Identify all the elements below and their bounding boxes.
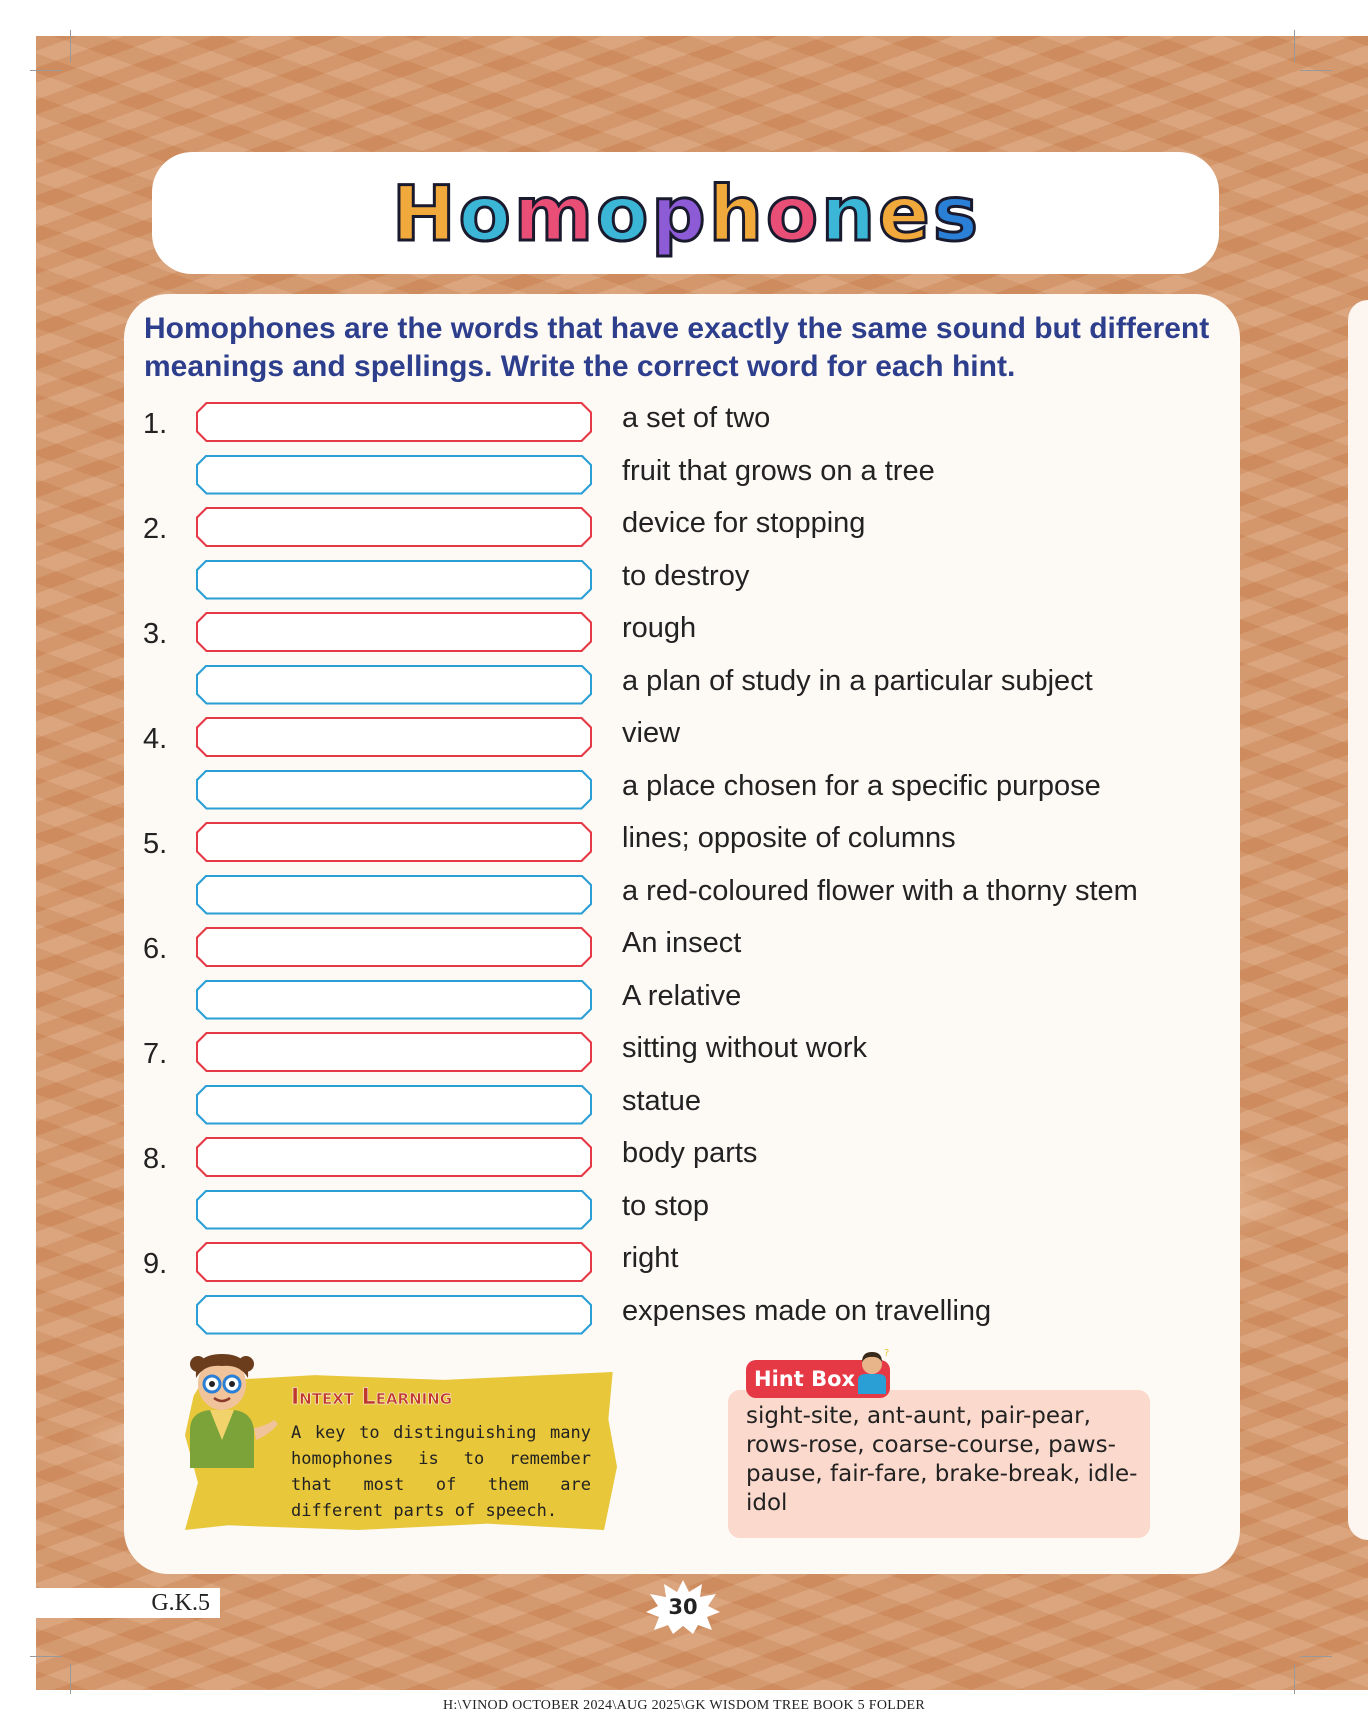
hint-text: right	[622, 1242, 679, 1274]
answer-input-field[interactable]	[198, 1034, 590, 1070]
answer-input[interactable]	[196, 927, 592, 967]
answer-input[interactable]	[196, 1242, 592, 1282]
file-path: H:\VINOD OCTOBER 2024\AUG 2025\GK WISDOM TREE BOOK 5 FOLDER	[442, 1698, 926, 1713]
crop-mark	[1300, 70, 1332, 71]
hint-text: rough	[622, 612, 697, 644]
answer-input[interactable]	[196, 1190, 592, 1230]
answer-input[interactable]	[196, 875, 592, 915]
answer-input[interactable]	[196, 717, 592, 757]
hint-text: a place chosen for a specific purpose	[622, 769, 1101, 802]
hint-text: to destroy	[622, 559, 750, 592]
crop-mark	[1300, 1656, 1332, 1657]
answer-input[interactable]	[196, 770, 592, 810]
answer-input-field[interactable]	[198, 1297, 590, 1333]
answer-input[interactable]	[196, 612, 592, 652]
answer-input-field[interactable]	[198, 614, 590, 650]
hint-box-label: Hint Box	[746, 1360, 890, 1398]
hint-text: body parts	[622, 1137, 758, 1169]
intext-learning-title: Intext Learning	[291, 1385, 453, 1410]
question-number: 4.	[143, 723, 168, 755]
title-letter: o	[596, 168, 650, 258]
title-letter: H	[392, 168, 457, 258]
hint-text: fruit that grows on a tree	[622, 454, 935, 487]
answer-input[interactable]	[196, 507, 592, 547]
answer-input[interactable]	[196, 822, 592, 862]
hint-text: a set of two	[622, 402, 771, 434]
question-number: 5.	[143, 828, 168, 860]
question-number: 6.	[143, 933, 168, 965]
crop-mark	[1294, 30, 1295, 62]
answer-input-field[interactable]	[198, 929, 590, 965]
hint-box-words: sight-site, ant-aunt, pair-pear, rows-rose, coarse-course, paws-pause, fair-fare, brake-break, idle-idol	[746, 1403, 1138, 1516]
crop-mark	[70, 30, 71, 62]
instructions: Homophones are the words that have exactly the same sound but different meanings and spellings. Write the correct word for each hint.	[144, 312, 1210, 383]
answer-input-field[interactable]	[198, 1139, 590, 1175]
crop-mark	[30, 70, 62, 71]
crop-mark	[70, 1664, 71, 1694]
answer-input[interactable]	[196, 665, 592, 705]
answer-input-field[interactable]	[198, 404, 590, 440]
hint-text: expenses made on travelling	[622, 1294, 992, 1327]
hint-text: a plan of study in a particular subject	[622, 664, 1093, 697]
title-letter: h	[708, 168, 764, 258]
crop-mark	[1294, 1664, 1295, 1694]
answer-input[interactable]	[196, 1032, 592, 1072]
answer-input-field[interactable]	[198, 562, 590, 598]
answer-input-field[interactable]	[198, 877, 590, 913]
boy-character-icon	[170, 1350, 280, 1470]
title-letter: n	[821, 168, 877, 258]
answer-input[interactable]	[196, 560, 592, 600]
answer-input-field[interactable]	[198, 719, 590, 755]
answer-input[interactable]	[196, 1085, 592, 1125]
hint-text: An insect	[622, 927, 742, 959]
title-letter: e	[878, 168, 931, 258]
question-number: 1.	[143, 408, 168, 440]
question-number: 7.	[143, 1038, 168, 1070]
title-card	[152, 152, 1219, 274]
question-number: 9.	[143, 1248, 168, 1280]
answer-input-field[interactable]	[198, 667, 590, 703]
question-number: 2.	[143, 513, 168, 545]
answer-input-field[interactable]	[198, 824, 590, 860]
answer-input-field[interactable]	[198, 1192, 590, 1228]
title-letter: o	[765, 168, 820, 258]
title-letter: m	[513, 168, 595, 258]
hint-text: A relative	[622, 979, 742, 1012]
answer-input-field[interactable]	[198, 509, 590, 545]
hint-text: sitting without work	[622, 1032, 867, 1064]
thinking-boy-icon	[852, 1348, 892, 1394]
hint-text: statue	[622, 1084, 701, 1117]
hint-text: a red-coloured flower with a thorny stem	[622, 874, 1138, 907]
answer-input-field[interactable]	[198, 457, 590, 493]
answer-input[interactable]	[196, 455, 592, 495]
svg-text:?: ?	[884, 1348, 890, 1359]
adjacent-page-edge	[1348, 300, 1368, 1540]
hint-text: to stop	[622, 1189, 710, 1222]
title-letter: s	[932, 168, 979, 258]
page-number: 30	[668, 1595, 698, 1619]
subject-tag: G.K.5	[36, 1588, 220, 1618]
title-letter: o	[458, 168, 512, 258]
answer-input-field[interactable]	[198, 1087, 590, 1123]
answer-input-field[interactable]	[198, 772, 590, 808]
answer-input[interactable]	[196, 402, 592, 442]
hint-text: device for stopping	[622, 507, 866, 539]
hint-text: lines; opposite of columns	[622, 822, 956, 854]
answer-input-field[interactable]	[198, 1244, 590, 1280]
answer-input-field[interactable]	[198, 982, 590, 1018]
answer-input[interactable]	[196, 1137, 592, 1177]
answer-input[interactable]	[196, 980, 592, 1020]
crop-mark	[30, 1656, 62, 1657]
hint-text: view	[622, 717, 681, 749]
title-letter: p	[651, 168, 707, 258]
question-number: 3.	[143, 618, 168, 650]
intext-learning-body: A key to distinguishing many homophones is to remember that most of them are different parts of speech.	[291, 1423, 591, 1521]
question-number: 8.	[143, 1143, 168, 1175]
page-title	[391, 169, 980, 258]
answer-input[interactable]	[196, 1295, 592, 1335]
